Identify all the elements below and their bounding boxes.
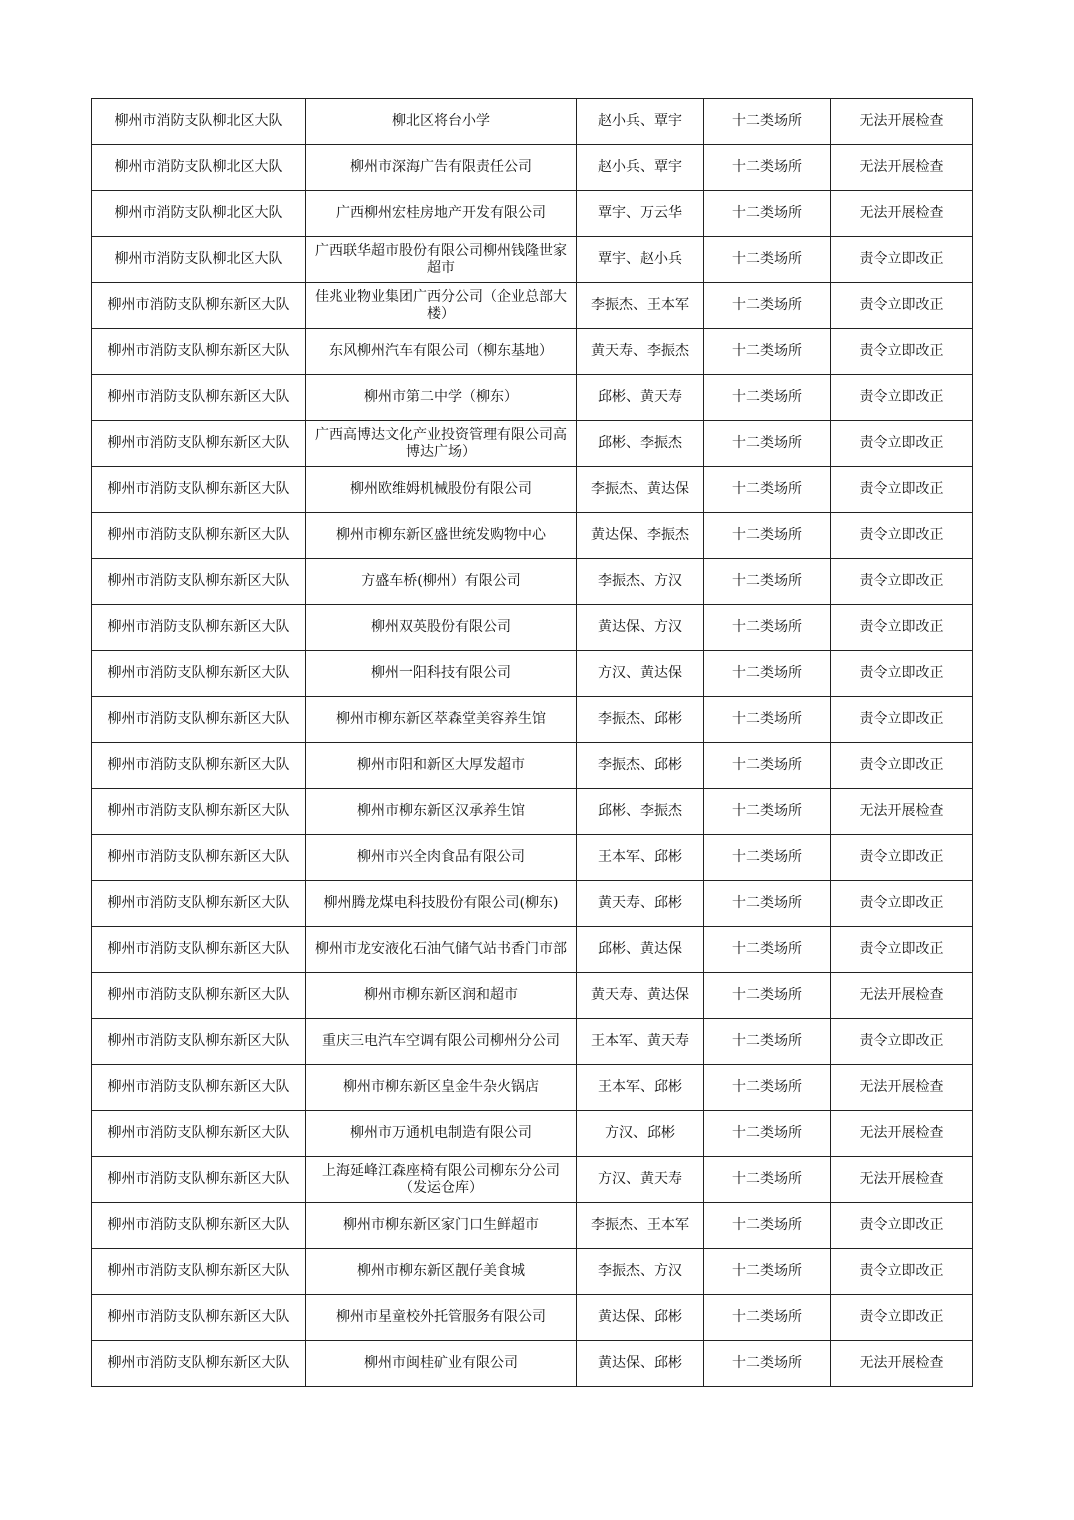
table-row: [92, 835, 973, 881]
result-cell: 责令立即改正: [831, 1295, 973, 1341]
place-name-cell: 柳州市柳东新区汉承养生馆: [306, 789, 577, 835]
inspectors-cell: 王本军、黄天寿: [577, 1019, 704, 1065]
place-type-cell: 十二类场所: [704, 1111, 831, 1157]
unit-cell: 柳州市消防支队柳东新区大队: [92, 743, 306, 789]
table-row: [92, 145, 973, 191]
result-cell: 责令立即改正: [831, 329, 973, 375]
inspectors-cell: 方汉、黄天寿: [577, 1157, 704, 1203]
table-row: [92, 927, 973, 973]
result-cell: 责令立即改正: [831, 467, 973, 513]
unit-cell: 柳州市消防支队柳东新区大队: [92, 927, 306, 973]
place-type-cell: 十二类场所: [704, 651, 831, 697]
place-type-cell: 十二类场所: [704, 835, 831, 881]
inspectors-cell: 李振杰、方汉: [577, 1249, 704, 1295]
unit-cell: 柳州市消防支队柳东新区大队: [92, 651, 306, 697]
place-type-cell: 十二类场所: [704, 1249, 831, 1295]
unit-cell: 柳州市消防支队柳东新区大队: [92, 513, 306, 559]
inspectors-cell: 赵小兵、覃宇: [577, 99, 704, 145]
table-row: [92, 1341, 973, 1387]
place-type-cell: 十二类场所: [704, 559, 831, 605]
place-type-cell: 十二类场所: [704, 973, 831, 1019]
table-row: [92, 1249, 973, 1295]
table-row: [92, 191, 973, 237]
place-type-cell: 十二类场所: [704, 467, 831, 513]
result-cell: 责令立即改正: [831, 881, 973, 927]
inspectors-cell: 李振杰、邱彬: [577, 697, 704, 743]
place-type-cell: 十二类场所: [704, 1203, 831, 1249]
table-row: [92, 421, 973, 467]
inspectors-cell: 覃宇、赵小兵: [577, 237, 704, 283]
place-name-cell: 柳州一阳科技有限公司: [306, 651, 577, 697]
table-body: [92, 99, 973, 1387]
place-type-cell: 十二类场所: [704, 237, 831, 283]
result-cell: 无法开展检查: [831, 1157, 973, 1203]
unit-cell: 柳州市消防支队柳东新区大队: [92, 1111, 306, 1157]
unit-cell: 柳州市消防支队柳东新区大队: [92, 1157, 306, 1203]
unit-cell: 柳州市消防支队柳东新区大队: [92, 559, 306, 605]
result-cell: 责令立即改正: [831, 697, 973, 743]
place-type-cell: 十二类场所: [704, 1065, 831, 1111]
unit-cell: 柳州市消防支队柳北区大队: [92, 145, 306, 191]
result-cell: 责令立即改正: [831, 375, 973, 421]
table-row: [92, 1203, 973, 1249]
result-cell: 责令立即改正: [831, 927, 973, 973]
table-row: [92, 237, 973, 283]
table-row: [92, 1111, 973, 1157]
table-row: [92, 743, 973, 789]
result-cell: 无法开展检查: [831, 1111, 973, 1157]
table-row: [92, 973, 973, 1019]
place-name-cell: 柳北区将台小学: [306, 99, 577, 145]
place-type-cell: 十二类场所: [704, 1157, 831, 1203]
inspectors-cell: 黄达保、方汉: [577, 605, 704, 651]
result-cell: 无法开展检查: [831, 191, 973, 237]
result-cell: 责令立即改正: [831, 237, 973, 283]
place-name-cell: 柳州市星童校外托管服务有限公司: [306, 1295, 577, 1341]
table-row: [92, 329, 973, 375]
table-row: [92, 697, 973, 743]
unit-cell: 柳州市消防支队柳东新区大队: [92, 1341, 306, 1387]
inspectors-cell: 李振杰、邱彬: [577, 743, 704, 789]
result-cell: 无法开展检查: [831, 99, 973, 145]
unit-cell: 柳州市消防支队柳北区大队: [92, 99, 306, 145]
unit-cell: 柳州市消防支队柳东新区大队: [92, 835, 306, 881]
inspectors-cell: 邱彬、李振杰: [577, 421, 704, 467]
place-name-cell: 柳州市第二中学（柳东）: [306, 375, 577, 421]
table-row: [92, 881, 973, 927]
place-type-cell: 十二类场所: [704, 881, 831, 927]
place-type-cell: 十二类场所: [704, 1341, 831, 1387]
table-row: [92, 467, 973, 513]
place-type-cell: 十二类场所: [704, 145, 831, 191]
table-row: [92, 1295, 973, 1341]
result-cell: 责令立即改正: [831, 513, 973, 559]
unit-cell: 柳州市消防支队柳东新区大队: [92, 421, 306, 467]
table-row: [92, 789, 973, 835]
unit-cell: 柳州市消防支队柳东新区大队: [92, 467, 306, 513]
place-name-cell: 柳州市柳东新区家门口生鲜超市: [306, 1203, 577, 1249]
unit-cell: 柳州市消防支队柳东新区大队: [92, 1065, 306, 1111]
place-type-cell: 十二类场所: [704, 697, 831, 743]
inspectors-cell: 王本军、邱彬: [577, 835, 704, 881]
place-type-cell: 十二类场所: [704, 99, 831, 145]
inspectors-cell: 黄天寿、黄达保: [577, 973, 704, 1019]
place-name-cell: 广西高博达文化产业投资管理有限公司高博达广场）: [306, 421, 577, 467]
inspectors-cell: 邱彬、黄天寿: [577, 375, 704, 421]
inspectors-cell: 黄达保、邱彬: [577, 1341, 704, 1387]
unit-cell: 柳州市消防支队柳东新区大队: [92, 1019, 306, 1065]
result-cell: 无法开展检查: [831, 1341, 973, 1387]
unit-cell: 柳州市消防支队柳东新区大队: [92, 605, 306, 651]
inspectors-cell: 黄天寿、李振杰: [577, 329, 704, 375]
place-type-cell: 十二类场所: [704, 605, 831, 651]
table-row: [92, 651, 973, 697]
result-cell: 无法开展检查: [831, 145, 973, 191]
inspectors-cell: 黄天寿、邱彬: [577, 881, 704, 927]
inspection-records-table: [91, 98, 973, 1387]
place-type-cell: 十二类场所: [704, 927, 831, 973]
table-row: [92, 605, 973, 651]
table-row: [92, 99, 973, 145]
inspectors-cell: 邱彬、黄达保: [577, 927, 704, 973]
unit-cell: 柳州市消防支队柳东新区大队: [92, 329, 306, 375]
place-name-cell: 方盛车桥(柳州）有限公司: [306, 559, 577, 605]
result-cell: 无法开展检查: [831, 973, 973, 1019]
place-type-cell: 十二类场所: [704, 421, 831, 467]
place-name-cell: 上海延峰江森座椅有限公司柳东分公司（发运仓库）: [306, 1157, 577, 1203]
place-type-cell: 十二类场所: [704, 789, 831, 835]
unit-cell: 柳州市消防支队柳东新区大队: [92, 1203, 306, 1249]
inspectors-cell: 黄达保、李振杰: [577, 513, 704, 559]
table-row: [92, 559, 973, 605]
table-row: [92, 1065, 973, 1111]
unit-cell: 柳州市消防支队柳东新区大队: [92, 697, 306, 743]
place-name-cell: 柳州市万通机电制造有限公司: [306, 1111, 577, 1157]
result-cell: 责令立即改正: [831, 283, 973, 329]
result-cell: 责令立即改正: [831, 743, 973, 789]
inspectors-cell: 方汉、邱彬: [577, 1111, 704, 1157]
place-type-cell: 十二类场所: [704, 513, 831, 559]
place-name-cell: 广西联华超市股份有限公司柳州钱隆世家超市: [306, 237, 577, 283]
unit-cell: 柳州市消防支队柳北区大队: [92, 191, 306, 237]
table-row: [92, 1019, 973, 1065]
place-type-cell: 十二类场所: [704, 283, 831, 329]
place-name-cell: 柳州市柳东新区皇金牛杂火锅店: [306, 1065, 577, 1111]
place-type-cell: 十二类场所: [704, 1295, 831, 1341]
unit-cell: 柳州市消防支队柳东新区大队: [92, 789, 306, 835]
place-name-cell: 柳州双英股份有限公司: [306, 605, 577, 651]
place-name-cell: 柳州市柳东新区盛世统发购物中心: [306, 513, 577, 559]
place-name-cell: 柳州欧维姆机械股份有限公司: [306, 467, 577, 513]
place-type-cell: 十二类场所: [704, 743, 831, 789]
result-cell: 责令立即改正: [831, 559, 973, 605]
place-name-cell: 柳州市闽桂矿业有限公司: [306, 1341, 577, 1387]
place-name-cell: 重庆三电汽车空调有限公司柳州分公司: [306, 1019, 577, 1065]
result-cell: 责令立即改正: [831, 421, 973, 467]
inspectors-cell: 李振杰、方汉: [577, 559, 704, 605]
place-type-cell: 十二类场所: [704, 329, 831, 375]
unit-cell: 柳州市消防支队柳东新区大队: [92, 1295, 306, 1341]
place-name-cell: 东风柳州汽车有限公司（柳东基地）: [306, 329, 577, 375]
place-name-cell: 柳州市龙安液化石油气储气站书香门市部: [306, 927, 577, 973]
inspectors-cell: 赵小兵、覃宇: [577, 145, 704, 191]
result-cell: 责令立即改正: [831, 1019, 973, 1065]
place-name-cell: 广西柳州宏桂房地产开发有限公司: [306, 191, 577, 237]
place-name-cell: 佳兆业物业集团广西分公司（企业总部大楼）: [306, 283, 577, 329]
result-cell: 责令立即改正: [831, 1203, 973, 1249]
inspectors-cell: 李振杰、王本军: [577, 1203, 704, 1249]
place-type-cell: 十二类场所: [704, 191, 831, 237]
table-row: [92, 513, 973, 559]
unit-cell: 柳州市消防支队柳东新区大队: [92, 1249, 306, 1295]
table-row: [92, 375, 973, 421]
place-name-cell: 柳州市柳东新区润和超市: [306, 973, 577, 1019]
inspectors-cell: 王本军、邱彬: [577, 1065, 704, 1111]
unit-cell: 柳州市消防支队柳东新区大队: [92, 283, 306, 329]
place-name-cell: 柳州腾龙煤电科技股份有限公司(柳东): [306, 881, 577, 927]
result-cell: 责令立即改正: [831, 605, 973, 651]
place-name-cell: 柳州市柳东新区萃森堂美容养生馆: [306, 697, 577, 743]
place-name-cell: 柳州市柳东新区靓仔美食城: [306, 1249, 577, 1295]
result-cell: 责令立即改正: [831, 1249, 973, 1295]
place-type-cell: 十二类场所: [704, 375, 831, 421]
result-cell: 无法开展检查: [831, 789, 973, 835]
inspectors-cell: 黄达保、邱彬: [577, 1295, 704, 1341]
inspectors-cell: 邱彬、李振杰: [577, 789, 704, 835]
unit-cell: 柳州市消防支队柳北区大队: [92, 237, 306, 283]
unit-cell: 柳州市消防支队柳东新区大队: [92, 973, 306, 1019]
place-type-cell: 十二类场所: [704, 1019, 831, 1065]
result-cell: 无法开展检查: [831, 1065, 973, 1111]
table-row: [92, 1157, 973, 1203]
result-cell: 责令立即改正: [831, 651, 973, 697]
place-name-cell: 柳州市阳和新区大厚发超市: [306, 743, 577, 789]
table-row: [92, 283, 973, 329]
unit-cell: 柳州市消防支队柳东新区大队: [92, 881, 306, 927]
place-name-cell: 柳州市兴全肉食品有限公司: [306, 835, 577, 881]
inspectors-cell: 李振杰、王本军: [577, 283, 704, 329]
place-name-cell: 柳州市深海广告有限责任公司: [306, 145, 577, 191]
result-cell: 责令立即改正: [831, 835, 973, 881]
inspectors-cell: 方汉、黄达保: [577, 651, 704, 697]
inspectors-cell: 覃宇、万云华: [577, 191, 704, 237]
inspectors-cell: 李振杰、黄达保: [577, 467, 704, 513]
unit-cell: 柳州市消防支队柳东新区大队: [92, 375, 306, 421]
